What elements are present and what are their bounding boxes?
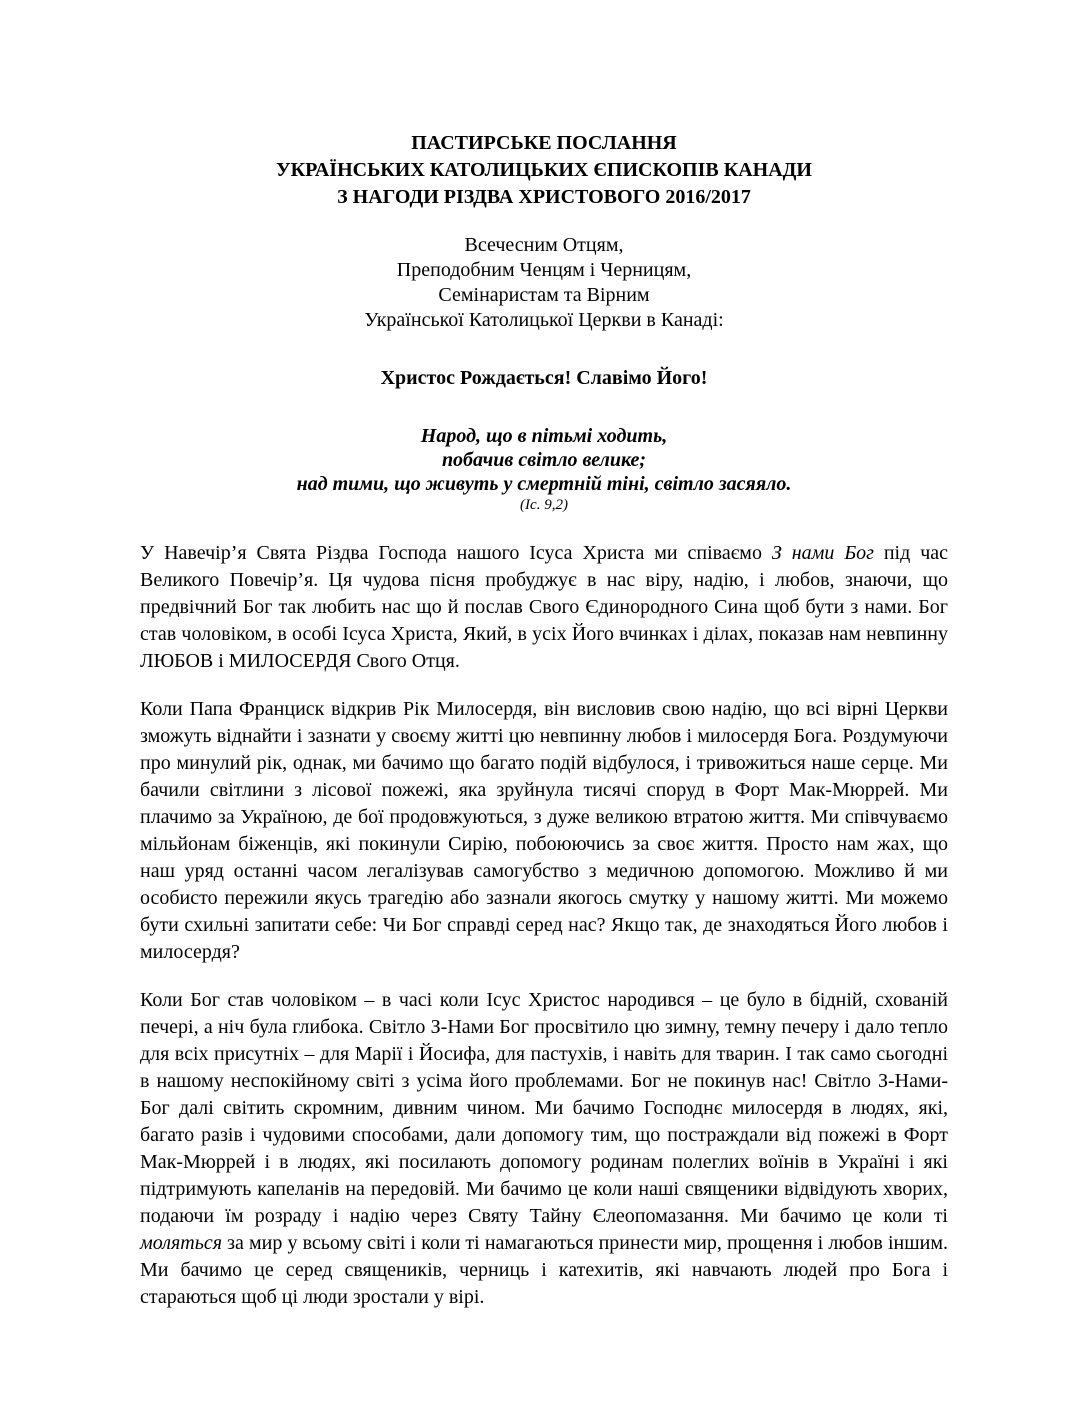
document-title-line: ПАСТИРСЬКЕ ПОСЛАННЯ xyxy=(411,132,677,154)
epigraph-citation: (Іс. 9,2) xyxy=(520,497,568,513)
epigraph-line: над тими, що живуть у смертній тіні, світло засяяло. xyxy=(296,473,792,495)
paragraph-text: Коли Бог став чоловіком – в часі коли Ісус Христос народився – це було в бідній, схованій печері, а ніч була глибока. Світло З-Нами Бог просвітило цю зимну, темну печеру і дало тепло для всіх присутніх – для Марії і Йосифа, для пастухів, і навіть для тварин. І так само сьогодні в нашому неспокійному світі з усіма його проблемами. Бог не покинув нас! Світло З-Нами-Бог далі світить скромним, дивним чином. Ми бачимо Господнє милосердя в людях, які, багато разів і чудовими способами, дали допомогу тим, що постраждали від пожежі в Форт Мак-Мюррей і в людях, які посилають допомогу родинам полеглих воїнів в Україні і які підтримують капеланів на передовій. Ми бачимо це коли наші священики відвідують хворих, подаючи їм розраду і надію через Святу Тайну Єлеопомазання. Ми бачимо це коли ті xyxy=(140,989,948,1227)
body-paragraph xyxy=(140,696,948,966)
salutation-line: Всечесним Отцям, xyxy=(464,234,624,256)
epigraph-line: побачив світло велике; xyxy=(441,449,647,471)
salutation-line: Української Католицької Церкви в Канаді: xyxy=(364,309,724,331)
document-title-line: З НАГОДИ РІЗДВА ХРИСТОВОГО 2016/2017 xyxy=(337,186,751,208)
epigraph xyxy=(140,424,948,514)
document-title-line: УКРАЇНСЬКИХ КАТОЛИЦЬКИХ ЄПИСКОПІВ КАНАДИ xyxy=(276,159,812,181)
salutation-line: Преподобним Ченцям і Черницям, xyxy=(396,259,692,281)
paragraph-text: Коли Папа Франциск відкрив Рік Милосердя, він висловив свою надію, що всі вірні Церкви зможуть віднайти і зазнати у своєму житті цю невпинну любов і милосердя Бога. Роздумуючи про минулий рік, однак, ми бачимо що багато подій відбулося, і тривожиться наше серце. Ми бачили світлини з лісової пожежі, яка зруйнула тисячі споруд в Форт Мак-Мюррей. Ми плачимо за Україною, де бої продовжуються, з дуже великою втратою життя. Ми співчуваємо мільйонам біженців, які покинули Сирію, побоюючись за своє життя. Просто нам жах, що наш уряд останні часом легалізував самогубство з медичною допомогою. Можливо й ми особисто пережили якусь трагедію або зазнали якогось смутку у нашому житті. Ми можемо бути схильні запитати себе: Чи Бог справді серед нас? Якщо так, де знаходяться Його любов і милосердя? xyxy=(140,698,948,963)
paragraph-text: У Навечір’я Свята Різдва Господа нашого Ісуса Христа ми співаємо xyxy=(140,542,772,564)
paragraph-text: за мир у всьому світі і коли ті намагаються принести мир, прощення і любов іншим. Ми бачимо це серед священиків, черниць і катехитів, які навчають людей про Бога і стараються щоб ці люди зростали у вірі. xyxy=(140,1232,948,1308)
body-paragraph xyxy=(140,987,948,1311)
emphasized-text: З нами Бог xyxy=(771,542,874,564)
body-text xyxy=(140,540,948,1311)
christmas-greeting: Христос Рождається! Славімо Його! xyxy=(380,367,708,389)
salutation xyxy=(140,233,948,333)
epigraph-line: Народ, що в пітьмі ходить, xyxy=(420,425,668,447)
salutation-line: Семінаристам та Вірним xyxy=(438,284,650,306)
paragraph-text: під час Великого Повечір’я. Ця чудова пісня пробуджує в нас віру, надію, і любов, знаючи, що предвічний Бог так любить нас що й послав Свого Єдинородного Сина щоб бути з нами. Бог став чоловіком, в особі Ісуса Христа, Який, в усіх Його вчинках і ділах, показав нам невпинну ЛЮБОВ і МИЛОСЕРДЯ Свого Отця. xyxy=(140,542,949,672)
emphasized-text: моляться xyxy=(140,1232,223,1254)
body-paragraph xyxy=(140,540,948,675)
document-title xyxy=(140,130,948,211)
